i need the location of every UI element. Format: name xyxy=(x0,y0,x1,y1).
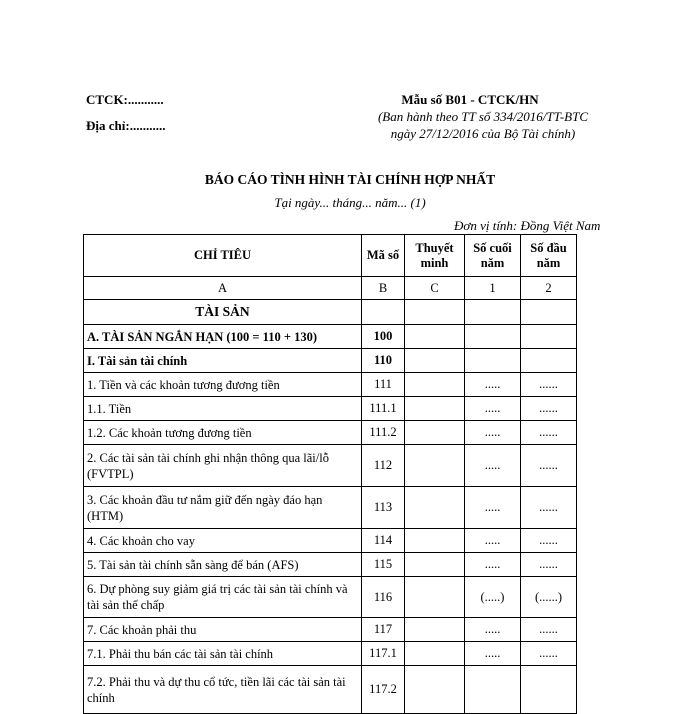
col-header-end: Số cuối năm xyxy=(465,235,521,277)
row-end-value xyxy=(465,349,521,373)
row-start-value: ...... xyxy=(521,642,577,666)
row-end-value: ..... xyxy=(465,529,521,553)
col-header-start: Số đầu năm xyxy=(521,235,577,277)
row-indicator: TÀI SẢN xyxy=(84,300,362,325)
row-code: 111 xyxy=(362,373,405,397)
report-date: Tại ngày... tháng... năm... (1) xyxy=(274,195,426,210)
row-note xyxy=(405,666,465,714)
row-end-value: (.....) xyxy=(465,577,521,618)
row-note xyxy=(405,529,465,553)
row-start-value: ...... xyxy=(521,421,577,445)
row-code: 113 xyxy=(362,487,405,529)
table-row xyxy=(84,421,577,445)
row-note xyxy=(405,421,465,445)
index-a: A xyxy=(84,277,362,300)
row-note xyxy=(405,373,465,397)
table-row xyxy=(84,529,577,553)
row-end-value xyxy=(465,325,521,349)
row-note xyxy=(405,618,465,642)
row-code: 100 xyxy=(362,325,405,349)
table-row xyxy=(84,487,577,529)
row-end-value: ..... xyxy=(465,618,521,642)
row-end-value: ..... xyxy=(465,445,521,487)
table-row xyxy=(84,642,577,666)
table-row xyxy=(84,373,577,397)
row-code: 114 xyxy=(362,529,405,553)
row-start-value: ...... xyxy=(521,553,577,577)
row-end-value xyxy=(465,300,521,325)
row-start-value: ...... xyxy=(521,487,577,529)
row-end-value: ..... xyxy=(465,373,521,397)
row-code: 117.2 xyxy=(362,666,405,714)
row-end-value: ..... xyxy=(465,421,521,445)
table-row xyxy=(84,577,577,618)
row-indicator: 1.1. Tiền xyxy=(84,397,362,421)
row-start-value xyxy=(521,666,577,714)
row-note xyxy=(405,397,465,421)
row-code: 110 xyxy=(362,349,405,373)
row-code: 111.2 xyxy=(362,421,405,445)
row-code: 112 xyxy=(362,445,405,487)
table-index-row xyxy=(84,277,577,300)
report-title: BÁO CÁO TÌNH HÌNH TÀI CHÍNH HỢP NHẤT xyxy=(204,172,496,187)
form-code: Mẫu số B01 - CTCK/HN xyxy=(401,92,539,107)
company-line: CTCK:........... xyxy=(86,92,164,107)
row-indicator: 1. Tiền và các khoản tương đương tiền xyxy=(84,373,362,397)
currency-unit: Đơn vị tính: Đồng Việt Nam xyxy=(454,218,601,233)
table-row xyxy=(84,397,577,421)
row-indicator: 6. Dự phòng suy giảm giá trị các tài sản tài chính và tài sản thế chấp xyxy=(84,577,362,618)
row-indicator: A. TÀI SẢN NGẮN HẠN (100 = 110 + 130) xyxy=(84,325,362,349)
row-indicator: 7.1. Phải thu bán các tài sản tài chính xyxy=(84,642,362,666)
address-line: Địa chỉ:........... xyxy=(86,118,166,133)
table-row xyxy=(84,445,577,487)
row-end-value xyxy=(465,666,521,714)
issued-line-2: ngày 27/12/2016 của Bộ Tài chính) xyxy=(390,126,576,141)
balance-sheet-table xyxy=(83,234,577,714)
row-start-value: ...... xyxy=(521,529,577,553)
row-end-value: ..... xyxy=(465,487,521,529)
table-row xyxy=(84,553,577,577)
row-note xyxy=(405,349,465,373)
row-code: 115 xyxy=(362,553,405,577)
row-start-value xyxy=(521,349,577,373)
table-row xyxy=(84,300,577,325)
row-code xyxy=(362,300,405,325)
index-1: 1 xyxy=(465,277,521,300)
col-header-note: Thuyết minh xyxy=(405,235,465,277)
row-indicator: 2. Các tài sản tài chính ghi nhận thông qua lãi/lỗ (FVTPL) xyxy=(84,445,362,487)
row-end-value: ..... xyxy=(465,553,521,577)
index-2: 2 xyxy=(521,277,577,300)
index-c: C xyxy=(405,277,465,300)
row-note xyxy=(405,487,465,529)
row-end-value: ..... xyxy=(465,397,521,421)
row-code: 116 xyxy=(362,577,405,618)
row-indicator: 7.2. Phải thu và dự thu cổ tức, tiền lãi các tài sản tài chính xyxy=(84,666,362,714)
col-header-indicator: CHỈ TIÊU xyxy=(84,235,362,277)
row-end-value: ..... xyxy=(465,642,521,666)
row-note xyxy=(405,300,465,325)
row-indicator: 4. Các khoản cho vay xyxy=(84,529,362,553)
row-start-value: ...... xyxy=(521,373,577,397)
table-row xyxy=(84,349,577,373)
row-indicator: 1.2. Các khoản tương đương tiền xyxy=(84,421,362,445)
row-indicator: 3. Các khoản đầu tư nắm giữ đến ngày đáo hạn (HTM) xyxy=(84,487,362,529)
row-code: 117.1 xyxy=(362,642,405,666)
row-note xyxy=(405,577,465,618)
row-note xyxy=(405,553,465,577)
row-start-value xyxy=(521,300,577,325)
row-start-value xyxy=(521,325,577,349)
row-note xyxy=(405,325,465,349)
issued-line-1: (Ban hành theo TT số 334/2016/TT-BTC xyxy=(377,109,589,124)
row-code: 111.1 xyxy=(362,397,405,421)
index-b: B xyxy=(362,277,405,300)
row-start-value: ...... xyxy=(521,397,577,421)
row-indicator: 7. Các khoản phải thu xyxy=(84,618,362,642)
table-row xyxy=(84,325,577,349)
table-row xyxy=(84,618,577,642)
row-start-value: ...... xyxy=(521,445,577,487)
col-header-code: Mã số xyxy=(362,235,405,277)
table-header-row xyxy=(84,235,577,277)
row-note xyxy=(405,445,465,487)
row-indicator: I. Tài sản tài chính xyxy=(84,349,362,373)
table-row xyxy=(84,666,577,714)
row-start-value: ...... xyxy=(521,618,577,642)
row-note xyxy=(405,642,465,666)
row-start-value: (......) xyxy=(521,577,577,618)
row-code: 117 xyxy=(362,618,405,642)
row-indicator: 5. Tài sản tài chính sẵn sàng để bán (AFS) xyxy=(84,553,362,577)
